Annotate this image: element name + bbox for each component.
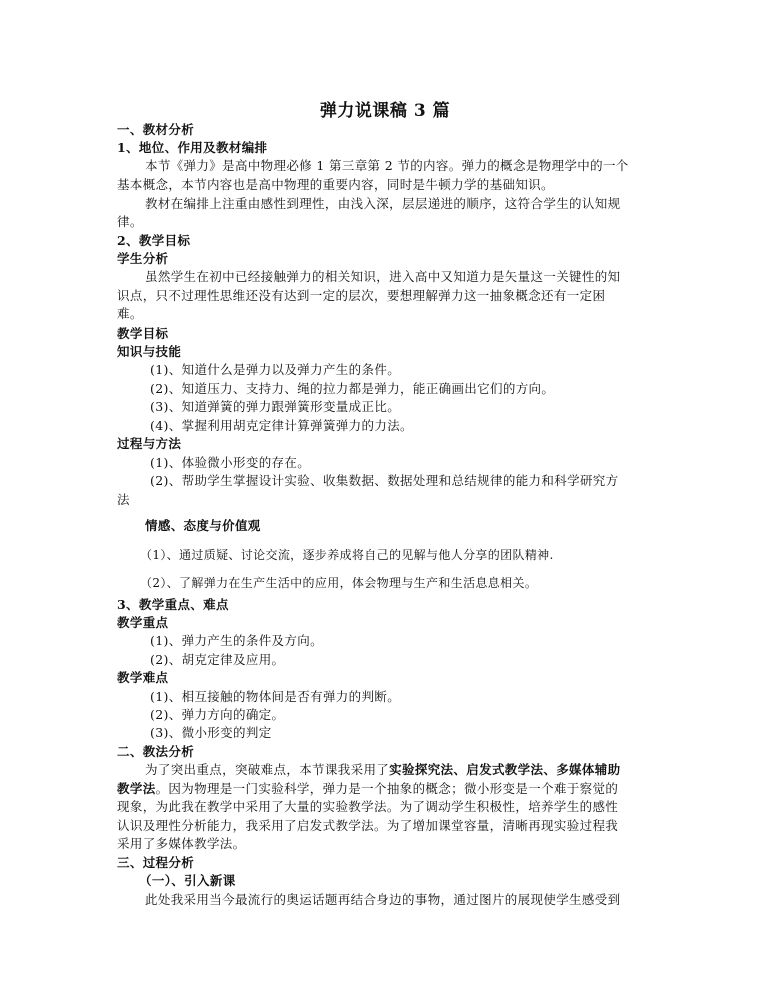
list-item: (4)、掌握利用胡克定律计算弹簧弹力的力法。	[150, 418, 413, 433]
emphasis-text: 实验探究法、启发式教学法、多媒体辅助	[389, 762, 621, 777]
subheading: 教学重点	[117, 615, 169, 630]
paragraph-line: 虽然学生在初中已经接触弹力的相关知识，进入高中又知道力是矢量这一关键性的知	[145, 269, 621, 284]
paragraph-text: 为了突出重点，突破难点，本节课我采用了	[145, 762, 390, 777]
list-item: (1)、知道什么是弹力以及弹力产生的条件。	[150, 362, 401, 377]
emphasis-text: 教学法	[117, 781, 156, 796]
paragraph-line: 基本概念，本节内容也是高中物理的重要内容，同时是牛顿力学的基础知识。	[117, 177, 554, 192]
list-item: (2)、帮助学生掌握设计实验、收集数据、数据处理和总结规律的能力和科学研究方	[150, 473, 619, 488]
paragraph-line	[145, 761, 685, 779]
paragraph-line: 法	[117, 492, 130, 507]
paragraph-line	[117, 780, 657, 798]
paragraph-line: 律。	[117, 214, 143, 229]
subheading: 过程与方法	[117, 436, 182, 451]
subheading: 情感、态度与价值观	[145, 518, 261, 533]
list-item: (2)、知道压力、支持力、绳的拉力都是弹力，能正确画出它们的方向。	[150, 381, 555, 396]
list-item: （1）、通过质疑、讨论交流，逐步养成将自己的见解与他人分享的团队精神.	[140, 548, 554, 562]
list-item: (3)、知道弹簧的弹力跟弹簧形变量成正比。	[150, 399, 401, 414]
list-item: (2)、弹力方向的确定。	[150, 707, 285, 722]
paragraph-line: 现象，为此我在教学中采用了大量的实验教学法。为了调动学生积极性，培养学生的感性	[117, 799, 619, 814]
list-item: (2)、胡克定律及应用。	[150, 652, 285, 667]
list-item: (1)、体验微小形变的存在。	[150, 455, 311, 470]
paragraph-text: 。因为物理是一门实验科学，弹力是一个抽象的概念；微小形变是一个难于察觉的	[155, 781, 619, 796]
paragraph-line: 认识及理性分析能力，我采用了启发式教学法。为了增加课堂容量，清晰再现实验过程我	[117, 818, 619, 833]
paragraph-line: 本节《弹力》是高中物理必修 1 第三章第 2 节的内容。弹力的概念是物理学中的一个	[145, 158, 629, 173]
subsection-heading: 1、地位、作用及教材编排	[117, 140, 268, 155]
section-heading: 二、教法分析	[117, 744, 195, 759]
paragraph-line: 采用了多媒体教学法。	[117, 836, 246, 851]
list-item: (1)、相互接触的物体间是否有弹力的判断。	[150, 689, 401, 704]
list-item: (1)、弹力产生的条件及方向。	[150, 633, 323, 648]
subsection-heading: （一）、引入新课	[139, 873, 236, 888]
paragraph-line: 难。	[117, 306, 143, 321]
list-item: (3)、微小形变的判定	[150, 725, 272, 740]
document-title: 弹力说课稿 3 篇	[319, 101, 451, 121]
list-item: （2）、了解弹力在生产生活中的应用，体会物理与生产和生活息息相关。	[140, 576, 538, 590]
section-heading: 三、过程分析	[117, 855, 195, 870]
paragraph-line: 识点，只不过理性思维还没有达到一定的层次，要想理解弹力这一抽象概念还有一定困	[117, 288, 606, 303]
subheading: 教学目标	[117, 326, 169, 341]
subheading: 知识与技能	[117, 344, 182, 359]
paragraph-line: 此处我采用当今最流行的奥运话题再结合身边的事物，通过图片的展现使学生感受到	[145, 892, 621, 907]
section-heading: 一、教材分析	[117, 122, 195, 137]
paragraph-line: 教材在编排上注重由感性到理性，由浅入深，层层递进的顺序，这符合学生的认知规	[145, 196, 621, 211]
subsection-heading: 2、教学目标	[117, 233, 191, 248]
subheading: 学生分析	[117, 251, 169, 266]
subheading: 教学难点	[117, 670, 169, 685]
subsection-heading: 3、教学重点、难点	[117, 597, 229, 612]
